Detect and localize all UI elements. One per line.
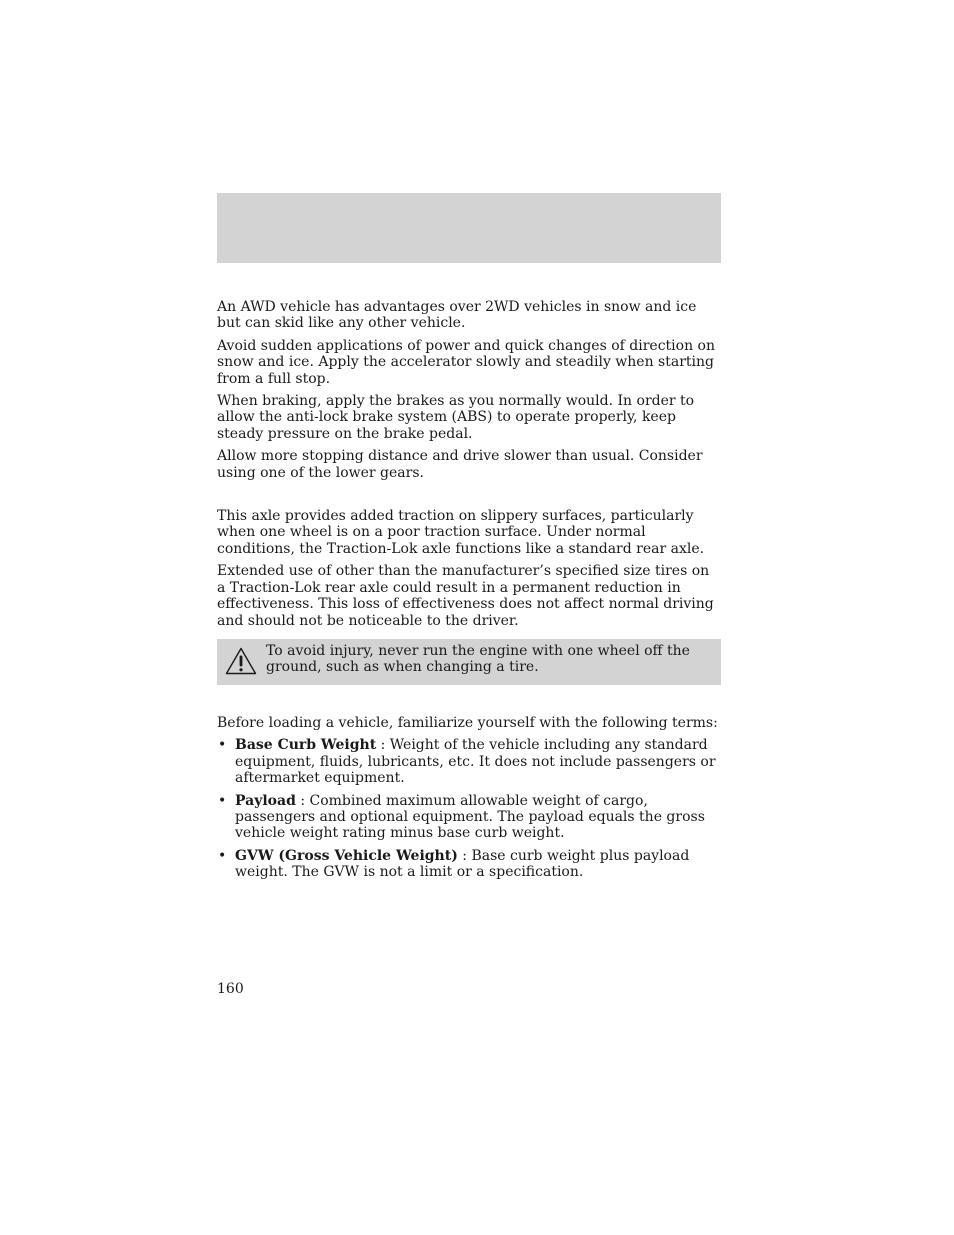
term-label: GVW (Gross Vehicle Weight) xyxy=(235,847,458,864)
list-item-base-curb-weight xyxy=(217,737,721,786)
list-item-gvw xyxy=(217,848,721,881)
awd-paragraph-2: Avoid sudden applications of power and quick changes of direction on snow and ice. Apply the accelerator slowly and steadily when starting from a full stop. xyxy=(217,337,715,387)
section-spacer xyxy=(217,487,721,508)
vehicle-loading-section xyxy=(217,715,721,881)
traction-paragraph-2: Extended use of other than the manufacturer’s specified size tires on a Traction-Lok rear axle could result in a permanent reduction in effectiveness. This loss of effectiveness does not affect normal driving and should not be noticeable to the driver. xyxy=(217,563,714,629)
bullet-icon: • xyxy=(218,737,227,754)
term-definition: : Weight of the vehicle including any standard equipment, fluids, lubricants, etc. It does not include passengers or aftermarket equipment. xyxy=(235,737,716,787)
awd-paragraph-3: When braking, apply the brakes as you normally would. In order to allow the anti-lock brake system (ABS) to operate properly, keep steady pressure on the brake pedal. xyxy=(217,393,695,442)
term-label: Base Curb Weight xyxy=(235,737,377,754)
section-spacer xyxy=(217,685,721,715)
term-definition: : Combined maximum allowable weight of cargo, passengers and optional equipment. The payload equals the gross vehicle weight rating minus base curb weight. xyxy=(235,792,705,842)
awd-section xyxy=(217,299,721,481)
traction-lok-section xyxy=(217,508,721,685)
header-band xyxy=(217,193,721,263)
page-content xyxy=(217,299,721,887)
term-label: Payload xyxy=(235,792,296,809)
awd-paragraph-1: An AWD vehicle has advantages over 2WD vehicles in snow and ice but can skid like any other vehicle. xyxy=(217,299,697,332)
awd-paragraph-4: Allow more stopping distance and drive slower than usual. Consider using one of the lower gears. xyxy=(217,448,703,481)
warning-triangle-icon xyxy=(225,647,257,675)
loading-intro: Before loading a vehicle, familiarize yourself with the following terms: xyxy=(217,714,718,731)
list-item-payload xyxy=(217,793,721,842)
page-number: 160 xyxy=(217,981,244,997)
bullet-icon: • xyxy=(218,847,227,864)
bullet-icon: • xyxy=(218,792,227,809)
term-definition: : Base curb weight plus payload weight. The GVW is not a limit or a specification. xyxy=(235,847,690,881)
terms-list xyxy=(217,737,721,880)
warning-box xyxy=(217,639,721,685)
warning-text: To avoid injury, never run the engine with one wheel off the ground, such as when changing a tire. xyxy=(266,642,690,676)
traction-paragraph-1: This axle provides added traction on slippery surfaces, particularly when one wheel is on a poor traction surface. Under normal conditions, the Traction-Lok axle functions like a standard rear axle. xyxy=(217,508,705,557)
